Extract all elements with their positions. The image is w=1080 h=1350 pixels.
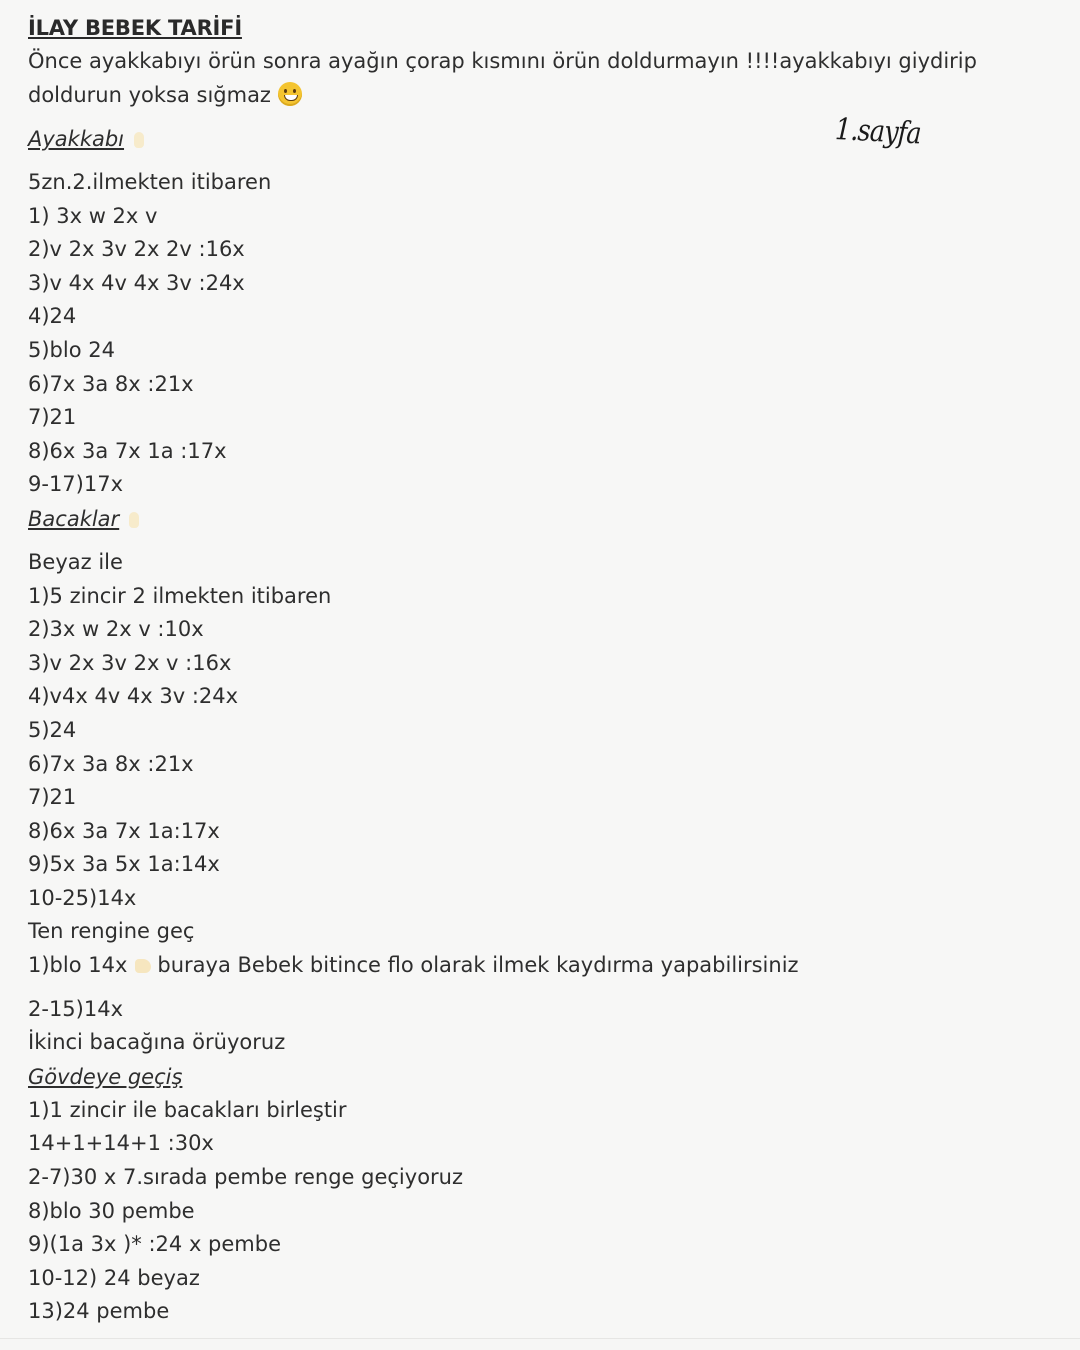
recipe-step: İkinci bacağına örüyoruz [28,1030,286,1055]
recipe-step: 2-7)30 x 7.sırada pembe renge geçiyoruz [28,1165,464,1190]
note-text: buraya Bebek bitince flo olarak ilmek kaydırma yapabilirsiniz [157,953,799,978]
recipe-step: 1)1 zincir ile bacakları birleştir [28,1097,347,1122]
section-heading-bacaklar [28,502,1028,536]
section-heading-govde [28,1060,1028,1094]
section-heading-text: Gövdeye geçiş [28,1064,183,1089]
bacaklar-steps [28,546,1028,949]
recipe-step: 5)blo 24 [28,337,115,362]
recipe-step: Beyaz ile [28,549,123,574]
recipe-step: 3)v 4x 4v 4x 3v :24x [28,270,245,295]
note-prefix: 1)blo 14x [28,953,128,978]
recipe-step: 5zn.2.ilmekten itibaren [28,170,272,194]
recipe-step: 1)5 zincir 2 ilmekten itibaren [28,583,332,608]
smile-emoji-icon [278,82,302,106]
recipe-step: 1) 3x w 2x v [28,203,158,228]
section-heading-text: Bacaklar [28,506,120,531]
recipe-step: 3)v 2x 3v 2x v :16x [28,650,232,675]
recipe-step: Ten rengine geç [28,919,195,944]
recipe-step: 2)v 2x 3v 2x 2v :16x [28,237,245,262]
page-signature: 1.sayfa [834,112,922,152]
recipe-step: 9)5x 3a 5x 1a:14x [28,852,220,877]
intro-paragraph [28,44,988,112]
recipe-step: 2-15)14x [28,996,124,1021]
recipe-step: 14+1+14+1 :30x [28,1131,214,1156]
govde-steps [28,1094,1028,1329]
recipe-step: 2)3x w 2x v :10x [28,617,204,642]
bacaklar-after-steps [28,993,1028,1060]
recipe-content [28,12,1028,1329]
recipe-step: 13)24 pembe [28,1299,170,1324]
recipe-step: 7)21 [28,785,77,810]
recipe-step: 6)7x 3a 8x :21x [28,751,194,776]
recipe-step: 10-25)14x [28,885,137,910]
recipe-step: 10-12) 24 beyaz [28,1265,200,1290]
recipe-title: İLAY BEBEK TARİFİ [28,16,242,40]
recipe-step: 8)blo 30 pembe [28,1198,195,1223]
recipe-step: 9-17)17x [28,472,124,497]
recipe-step: 4)24 [28,304,77,329]
pointing-down-icon [129,512,139,528]
recipe-step-note [28,949,1028,983]
recipe-step: 7)21 [28,405,77,430]
recipe-step: 8)6x 3a 7x 1a :17x [28,438,227,463]
recipe-step: 8)6x 3a 7x 1a:17x [28,818,220,843]
recipe-step: 6)7x 3a 8x :21x [28,371,194,396]
recipe-step: 5)24 [28,717,77,742]
recipe-step: 4)v4x 4v 4x 3v :24x [28,684,239,709]
section-heading-text: Ayakkabı [28,127,125,151]
pointing-down-icon [134,132,144,148]
pointing-hand-icon [135,959,151,973]
recipe-step: 9)(1a 3x )* :24 x pembe [28,1232,282,1257]
intro-text: Önce ayakkabıyı örün sonra ayağın çorap kısmını örün doldurmayın !!!!ayakkabıyı giydirip doldurun yoksa sığmaz [28,49,977,107]
section-heading-ayakkabi [28,122,1028,156]
ayakkabi-steps [28,166,1028,502]
